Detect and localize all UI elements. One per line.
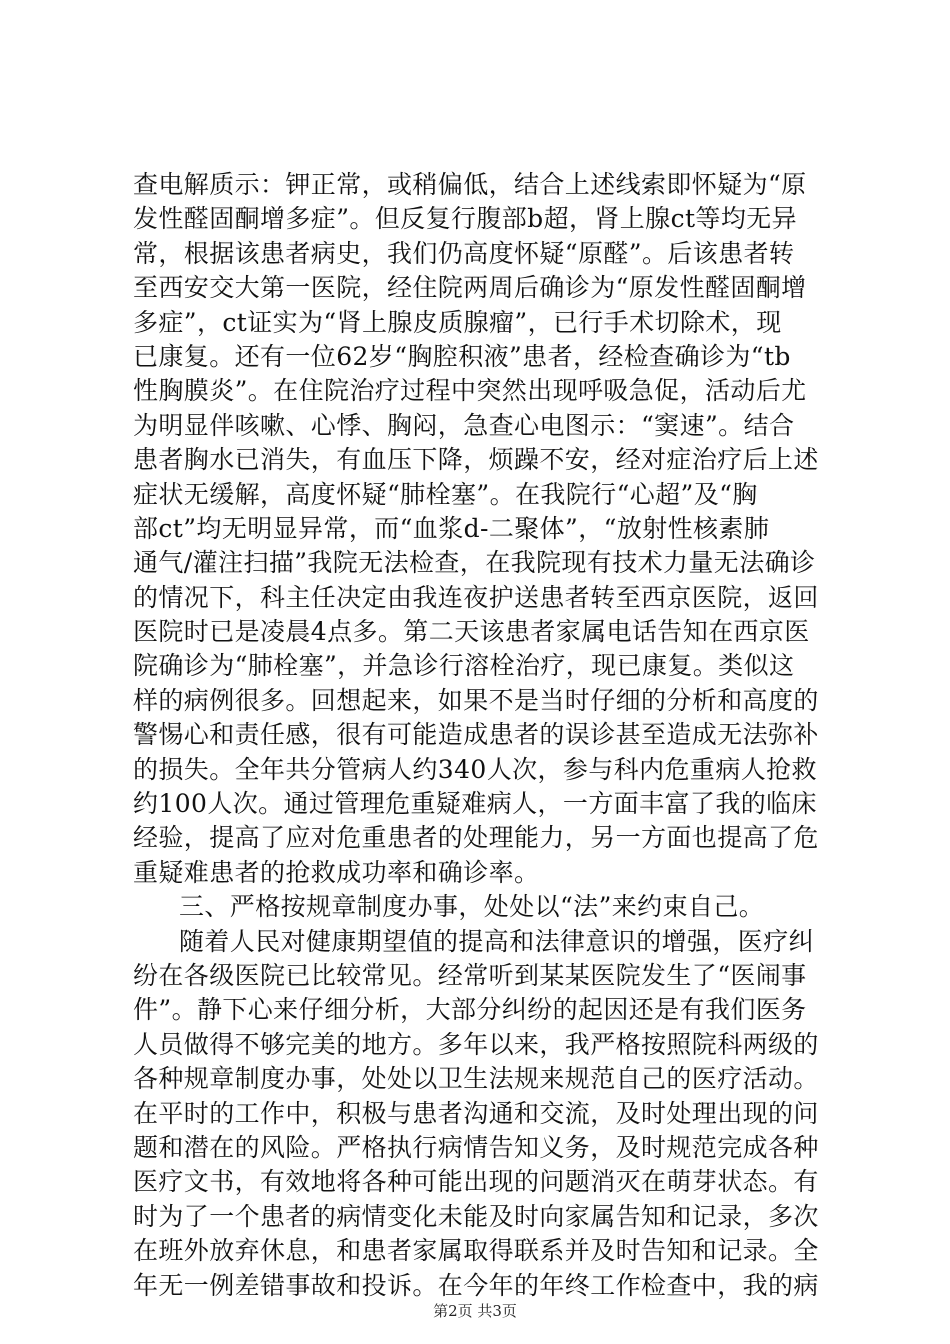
text-line: 重疑难患者的抢救成功率和确诊率。 — [133, 857, 540, 887]
text-line: 随着人民对健康期望值的提高和法律意识的增强，医疗纠 — [179, 926, 815, 956]
text-line: 医疗文书，有效地将各种可能出现的问题消灭在萌芽状态。有 — [133, 1167, 819, 1197]
text-line: 患者胸水已消失，有血压下降，烦躁不安，经对症治疗后上述 — [133, 445, 819, 475]
text-line: 年无一例差错事故和投诉。在今年的年终工作检查中，我的病 — [133, 1270, 819, 1300]
text-line: 题和潜在的风险。严格执行病情告知义务，及时规范完成各种 — [133, 1132, 819, 1162]
text-line: 件”。静下心来仔细分析，大部分纠纷的起因还是有我们医务 — [133, 995, 807, 1025]
text-line: 警惕心和责任感，很有可能造成患者的误诊甚至造成无法弥补 — [133, 720, 819, 750]
text-line: 院确诊为“肺栓塞”，并急诊行溶栓治疗，现已康复。类似这 — [133, 651, 795, 681]
text-line: 症状无缓解，高度怀疑“肺栓塞”。在我院行“心超”及“胸 — [133, 479, 758, 509]
text-line: 通气/灌注扫描”我院无法检查，在我院现有技术力量无法确诊 — [133, 548, 816, 578]
text-line: 的情况下，科主任决定由我连夜护送患者转至西京医院，返回 — [133, 582, 819, 612]
text-line: 性胸膜炎”。在住院治疗过程中突然出现呼吸急促，活动后尤 — [133, 376, 807, 406]
section-heading: 三、严格按规章制度办事，处处以“法”来约束自己。 — [179, 892, 765, 922]
text-line: 常，根据该患者病史，我们仍高度怀疑“原醛”。后该患者转 — [133, 238, 795, 268]
text-line: 人员做得不够完美的地方。多年以来，我严格按照院科两级的 — [133, 1029, 819, 1059]
text-line: 在平时的工作中，积极与患者沟通和交流，及时处理出现的问 — [133, 1098, 819, 1128]
text-line: 经验，提高了应对危重患者的处理能力，另一方面也提高了危 — [133, 823, 819, 853]
body-text — [133, 168, 833, 1303]
text-line: 约100人次。通过管理危重疑难病人，一方面丰富了我的临床 — [133, 789, 817, 819]
text-line: 多症”，ct证实为“肾上腺皮质腺瘤”，已行手术切除术，现 — [133, 307, 782, 337]
text-line: 发性醛固酮增多症”。但反复行腹部b超，肾上腺ct等均无异 — [133, 204, 798, 234]
text-line: 在班外放弃休息，和患者家属取得联系并及时告知和记录。全 — [133, 1236, 819, 1266]
text-line: 医院时已是凌晨4点多。第二天该患者家属电话告知在西京医 — [133, 617, 810, 647]
text-line: 为明显伴咳嗽、心悸、胸闷，急查心电图示：“窦速”。结合 — [133, 410, 795, 440]
text-line: 部ct”均无明显异常，而“血浆d-二聚体”，“放射性核素肺 — [133, 513, 770, 543]
text-line: 时为了一个患者的病情变化未能及时向家属告知和记录，多次 — [133, 1201, 819, 1231]
text-line: 已康复。还有一位62岁“胸腔积液”患者，经检查确诊为“tb — [133, 341, 791, 371]
text-line: 的损失。全年共分管病人约340人次，参与科内危重病人抢救 — [133, 754, 817, 784]
text-line: 样的病例很多。回想起来，如果不是当时仔细的分析和高度的 — [133, 685, 819, 715]
text-line: 查电解质示：钾正常，或稍偏低，结合上述线索即怀疑为“原 — [133, 170, 807, 199]
page-footer: 第2页 共3页 — [433, 1302, 517, 1320]
text-line: 纷在各级医院已比较常见。经常听到某某医院发生了“医闹事 — [133, 960, 807, 990]
text-line: 各种规章制度办事，处处以卫生法规来规范自己的医疗活动。 — [133, 1064, 819, 1094]
text-line: 至西安交大第一医院，经住院两周后确诊为“原发性醛固酮增 — [133, 273, 807, 303]
